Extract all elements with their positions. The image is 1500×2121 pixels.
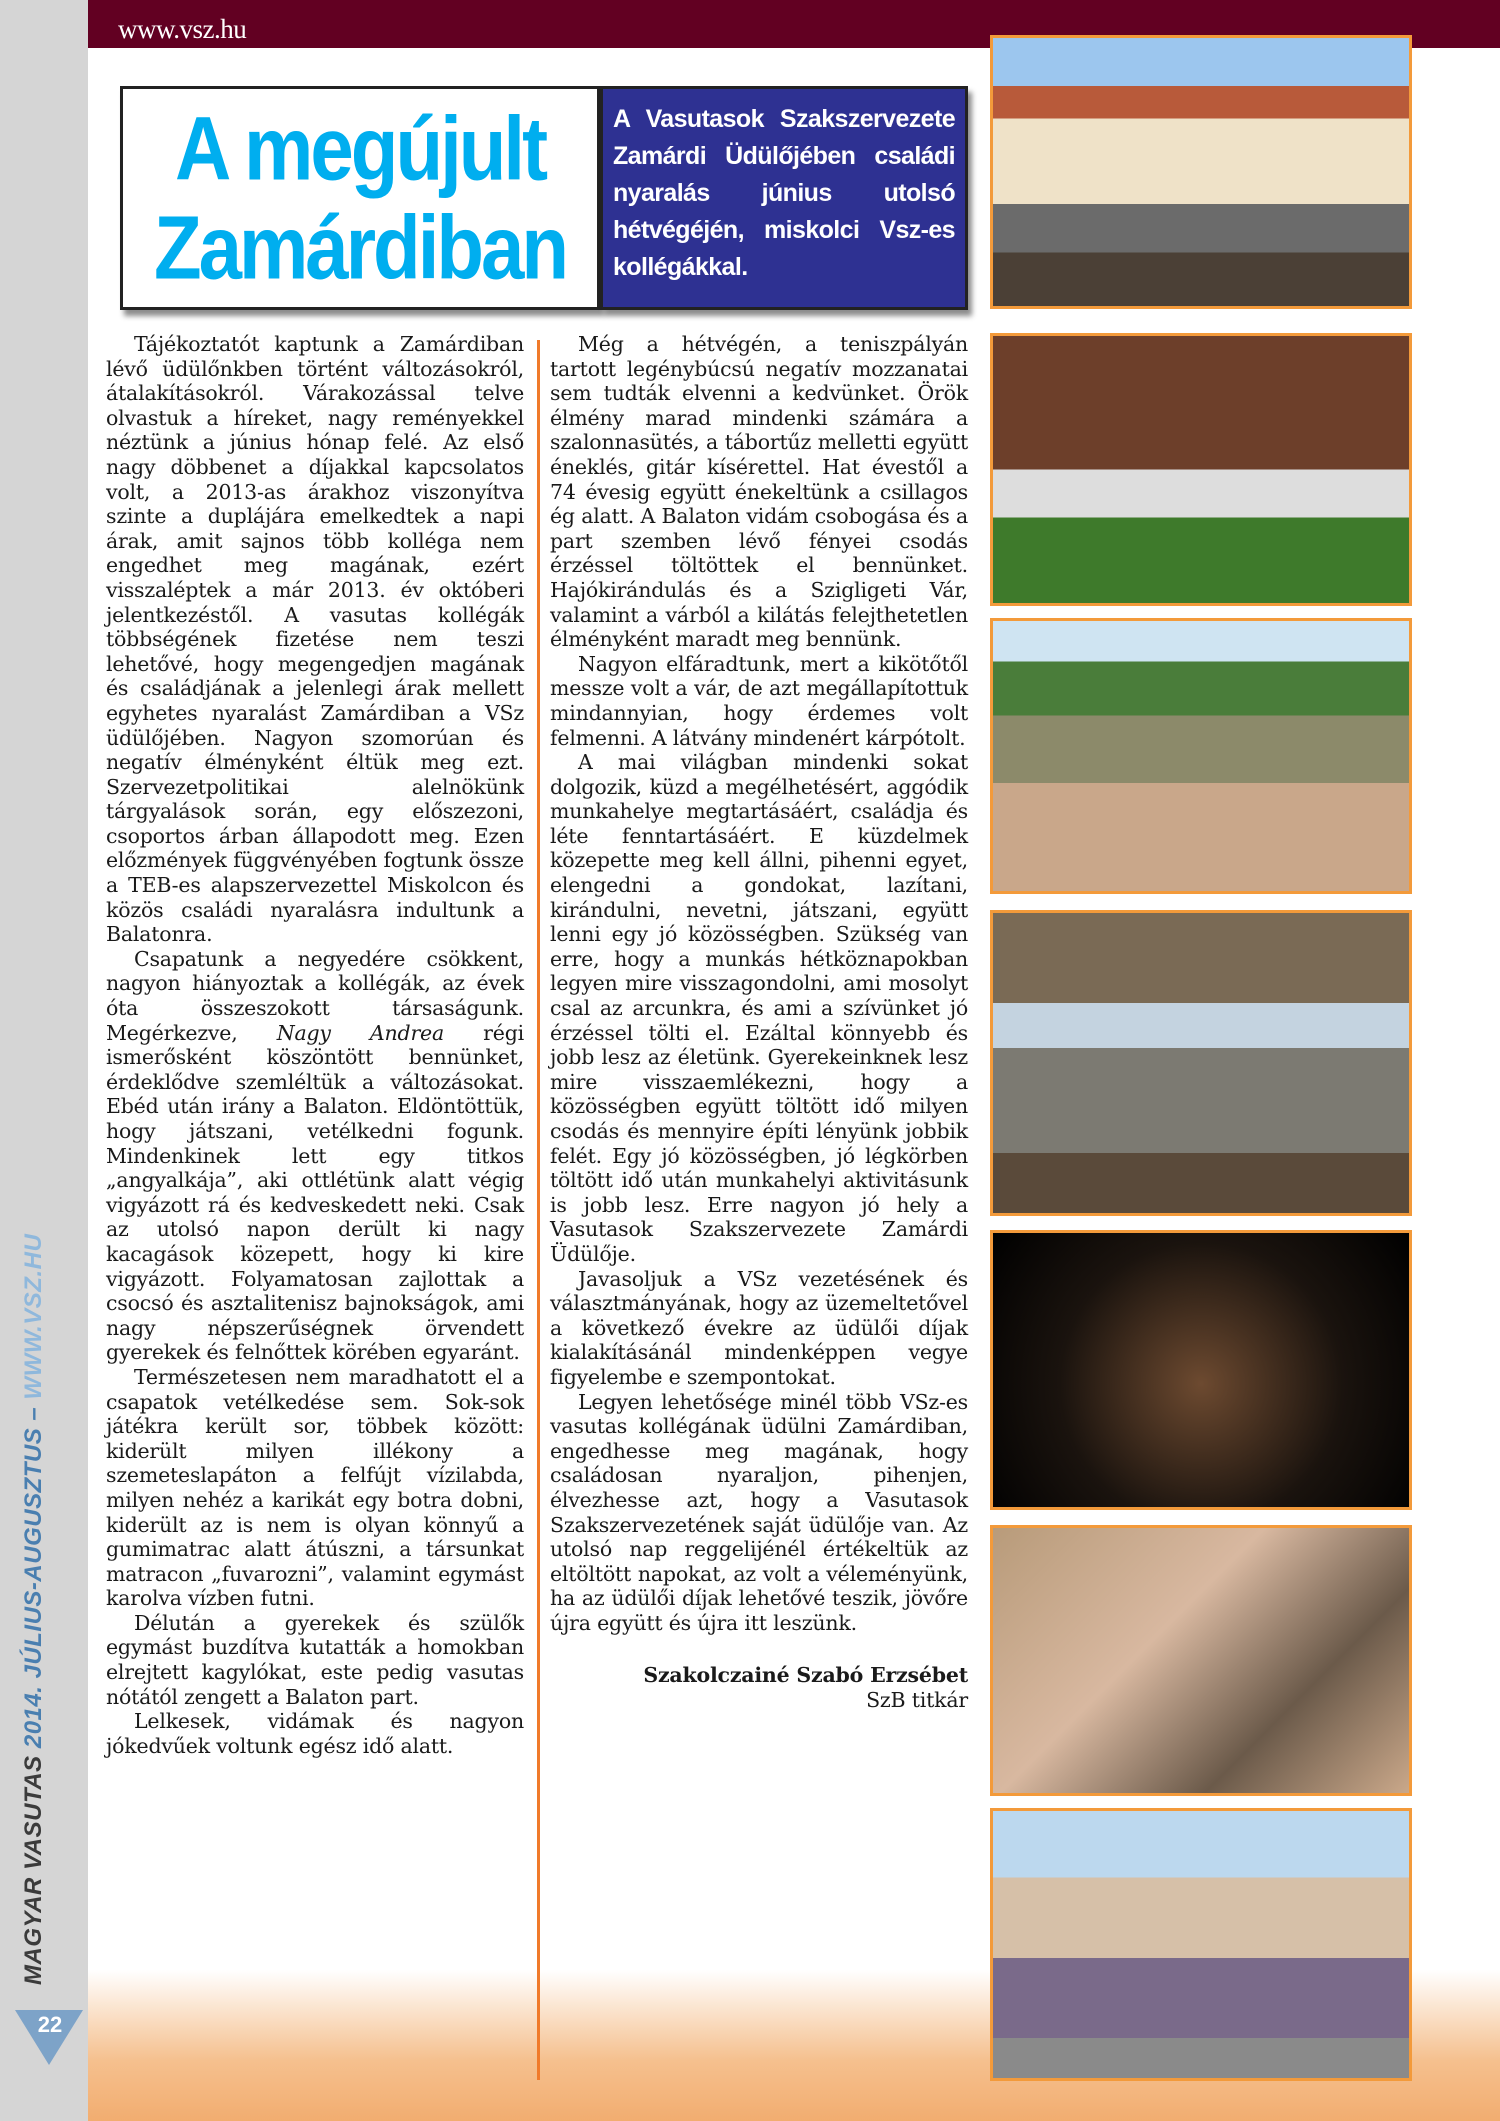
author-role: SzB titkár	[866, 1688, 968, 1713]
photo-night-guitar	[990, 1230, 1412, 1510]
paragraph-text: Csapatunk a negyedére csökkent, nagyon hiányoztak a kollégák, az évek óta összeszokott társaságunk. Megérkezve,	[106, 946, 524, 1045]
paragraph: Tájékoztatót kaptunk a Zamárdiban lévő üdülőnkben történt változásokról, átalakításokról. Várakozással telve olvastuk a híreket, nagy reményekkel néztünk a június hónap felé. Az első nagy döbbenet a díjakkal kapcsolatos volt, a 2013-as árakhoz viszonyítva szinte a duplájára emelkedtek a napi árak, amit sajnos több kolléga nem engedhet meg magának, ezért visszaléptek a már 2013. év októberi jelentkezéstől. A vasutas kollégák többségének fizetése nem teszi lehetővé, hogy megengedjen magának és családjának a jelenlegi árak mellett egyhetes nyaralást Zamárdiban a VSz üdülőjében. Nagyon szomorúan és negatív élményként éltük meg ezt. Szervezetpolitikai alelnökünk tárgyalások során, egy előszezoni, csoportos árban állapodott meg. Ezen előzmények függvényében fogtunk össze a TEB-es alapszervezettel Miskolcon és közös családi nyaralásra indultunk a Balatonra.	[106, 332, 524, 947]
paragraph: A mai világban mindenki sokat dolgozik, küzd a megélhetésért, aggódik munkahelye megtartásáért, családja és léte fenntartásáért. E küzdelmek közepette meg kell állni, pihenni egyet, elengedni a gondokat, lazítani, kirándulni, nevetni, játszani, együtt lenni egy jó közösségben. Szükség van erre, hogy a munkás hétköznapokban legyen mire visszagondolni, ami mosolyt csal az arcunkra, és ami a szívünket jó érzéssel tölti el. Ezáltal könnyebb és jobb lesz az életünk. Gyerekeinknek lesz mire visszaemlékezni, hogy a közösségben együtt töltött idő milyen csodás és mennyire építi lényünk jobbik felét. Egy jó közösségben, jó légkörben töltött idő után munkahelyi aktivitásunk is jobb lesz. Erre nagyon jó hely a Vasutasok Szakszervezete Zamárdi Üdülője.	[550, 750, 968, 1266]
article-column-right	[550, 332, 968, 1713]
signature	[550, 1663, 968, 1712]
paragraph: Legyen lehetősége minél több VSz-es vasutas kollégának üdülni Zamárdiban, engedhesse meg magának, hogy családosan nyaraljon, pihenjen, élvezhesse azt, hogy a Vasutasok Szakszervezetének saját üdülője van. Az utolsó nap reggelijénél értékeltük az eltöltött napokat, az volt a véleményünk, ha az üdülői díjak lehetővé teszik, jövőre újra együtt és újra itt leszünk.	[550, 1389, 968, 1635]
magazine-name: MAGYAR VASUTAS	[20, 1755, 47, 1985]
photo-kids-in-sand	[990, 1525, 1412, 1796]
article-column-left	[106, 332, 524, 1758]
photo-boat-trip	[990, 618, 1412, 894]
paragraph: Nagyon elfáradtunk, mert a kikötőtől messze volt a vár, de azt megállapítottuk mindannyian, hogy érdemes volt felmenni. A látvány mindenért kárpótolt.	[550, 651, 968, 750]
headline-box	[120, 86, 600, 310]
page-number: 22	[37, 2012, 63, 2037]
photo-castle-arch	[990, 910, 1412, 1216]
article-lead: A Vasutasok Szakszervezete Zamárdi Üdülőjében családi nyaralás június utolsó hétvégéjén, miskolci Vsz-es kollégákkal.	[600, 86, 968, 310]
magazine-issue-label	[20, 1185, 48, 1985]
paragraph	[106, 947, 524, 1365]
paragraph: Délután a gyerekek és szülők egymást buzdítva kutatták a homokban elrejtett kagylókat, este pedig vasutas nótától zengett a Balaton part.	[106, 1610, 524, 1709]
paragraph: Javasoljuk a VSz vezetésének és választmányának, hogy az üzemeltetővel a következő évekre az üdülői díjak kialakításánál mindenképpen vegye figyelembe e szempontokat.	[550, 1266, 968, 1389]
person-name: Nagy Andrea	[276, 1020, 445, 1045]
photo-group-on-lawn	[990, 333, 1412, 606]
paragraph: Még a hétvégén, a teniszpályán tartott legénybúcsú negatív mozzanatai sem tudták elvenni a kedvünket. Örök élmény marad mindenki számára a szalonnasütés, a tábortűz melletti együtt éneklés, gitár kísérettel. Hat évestől a 74 évesig együtt énekeltünk a csillagos ég alatt. A Balaton vidám csobogása és a part szemben lévő fényei csodás érzéssel töltöttek el bennünket. Hajókirándulás és a Szigligeti Vár, valamint a várból a kilátás felejthetetlen élményként maradt meg bennünk.	[550, 332, 968, 652]
issue-date: 2014. JÚLIUS-AUGUSZTUS –	[20, 1406, 47, 1749]
paragraph: Lelkesek, vidámak és nagyon jókedvűek voltunk egész idő alatt.	[106, 1709, 524, 1758]
column-divider	[537, 340, 540, 2080]
sidebar-site: WWW.VSZ.HU	[20, 1233, 47, 1400]
paragraph: Természetesen nem maradhatott el a csapatok vetélkedése sem. Sok-sok játékra került sor, többek között: kiderült milyen illékony a szemeteslapáton a felfújt vízilabda, milyen nehéz a karikát egy botra dobni, kiderült az is nem is olyan könnyű a gumimatrac alatt átúszni, a társunkat matracon „fuvarozni”, valamint egymást karolva vízben futni.	[106, 1364, 524, 1611]
photo-group-at-zamardi-resort	[990, 35, 1412, 309]
author-name: Szakolczainé Szabó Erzsébet	[643, 1663, 968, 1688]
paragraph-text: régi ismerősként köszöntött bennünket, érdeklődve szemléltük a változásokat. Ebéd után irány a Balaton. Eldöntöttük, hogy játszani, vetélkedni fogunk. Mindenkinek lett egy titkos „angyalkája”, aki ottlétünk alatt végig vigyázott rá és kedveskedett neki. Csak az utolsó napon derült ki nagy kacagások közepett, hogy ki kire vigyázott. Folyamatosan zajlottak a csocsó és asztalitenisz bajnokságok, ami nagy népszerűségnek örvendett gyerekek és felnőttek körében egyaránt.	[106, 1020, 524, 1365]
article-title: A megújult Zamárdiban	[153, 97, 567, 299]
site-url[interactable]: www.vsz.hu	[118, 14, 247, 44]
photo-kids-ice-cream	[990, 1808, 1412, 2081]
